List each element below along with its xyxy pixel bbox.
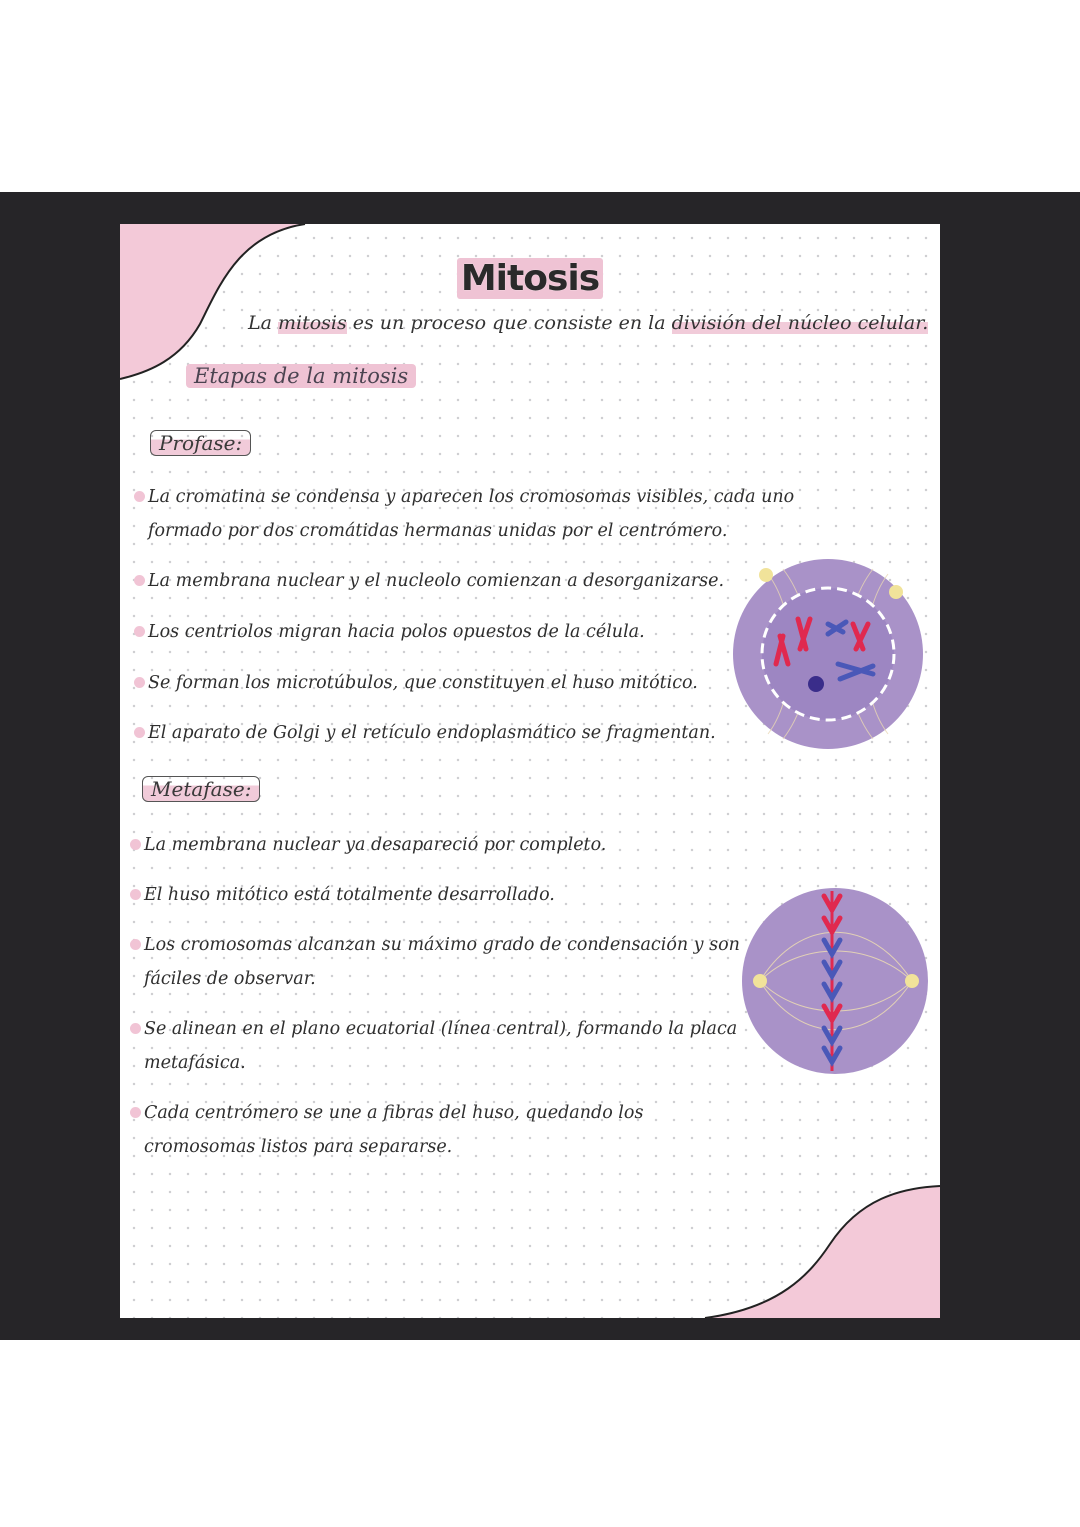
intro-term: mitosis (277, 312, 347, 334)
metaphase-cell-illustration (740, 886, 930, 1076)
list-item: Cada centrómero se une a fibras del huso, quedando los cromosomas listos para separarse. (144, 1096, 644, 1164)
list-item: Los centriolos migran hacia polos opuestos de la célula. (148, 615, 728, 649)
list-item: El huso mitótico está totalmente desarrollado. (144, 878, 724, 912)
list-item: La cromatina se condensa y aparecen los cromosomas visibles, cada uno formado por dos cromátidas hermanas unidas por el centrómero. (148, 480, 868, 548)
section-label-profase: Profase: (150, 430, 251, 456)
list-item: El aparato de Golgi y el retículo endoplasmático se fragmentan. (148, 716, 728, 750)
list-item: La membrana nuclear y el nucleolo comienzan a desorganizarse. (148, 564, 728, 598)
list-item: Se alinean en el plano ecuatorial (línea central), formando la placa metafásica. (144, 1012, 744, 1080)
stages-heading: Etapas de la mitosis (186, 364, 416, 388)
notebook-page (120, 224, 940, 1318)
list-item: La membrana nuclear ya desapareció por completo. (144, 828, 724, 862)
section-label-metafase: Metafase: (142, 776, 260, 802)
corner-decoration-bottom-right (700, 1184, 940, 1318)
page-title: Mitosis (120, 258, 940, 299)
list-item: Los cromosomas alcanzan su máximo grado de condensación y son fáciles de observar. (144, 928, 744, 996)
prophase-cell-illustration (728, 554, 928, 754)
intro-highlight: división del núcleo celular. (671, 312, 929, 334)
intro-text: La mitosis es un proceso que consiste en la división del núcleo celular. (248, 312, 929, 334)
list-item: Se forman los microtúbulos, que constituyen el huso mitótico. (148, 666, 728, 700)
